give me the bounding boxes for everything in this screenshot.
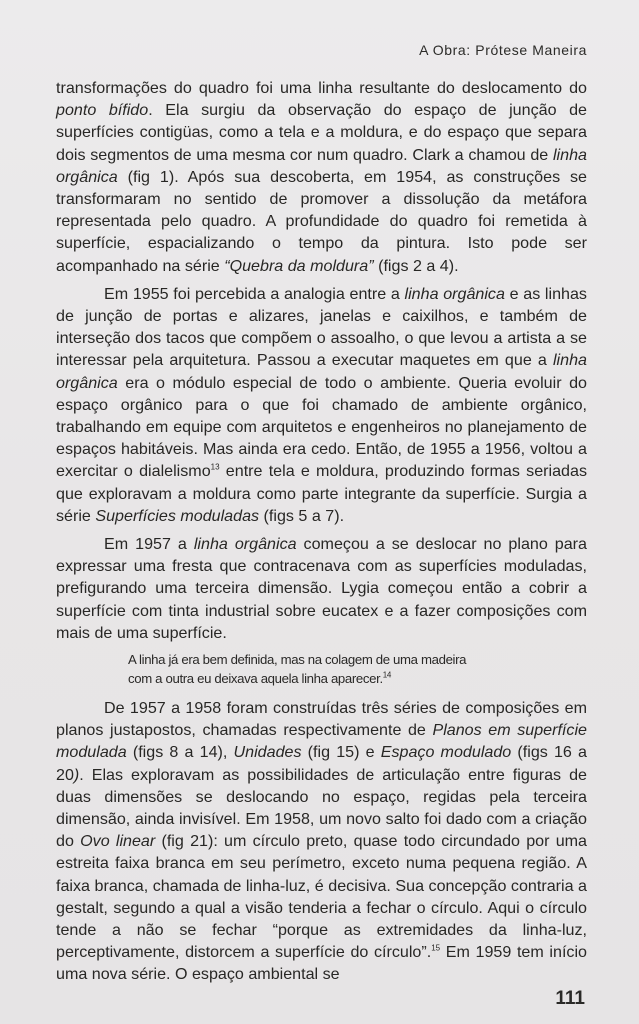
footnote-ref: 15 xyxy=(431,943,441,953)
paragraph-4 xyxy=(56,697,587,986)
text-segment: transformações do quadro foi uma linha resultante do deslocamento do xyxy=(56,79,587,97)
quote-line-2 xyxy=(128,669,508,688)
quote-text: com a outra eu deixava aquela linha aparecer. xyxy=(128,671,383,687)
italic-title: Planos em superfície modulada xyxy=(56,721,587,762)
text-segment: (figs 5 a 7). xyxy=(259,506,345,525)
italic-term: linha orgânica xyxy=(404,284,505,303)
text-segment: (fig 15) e xyxy=(301,743,381,762)
text-segment: . Elas exploravam as possibilidades de articulação entre figuras de duas dimensões se deslocando no espaço, regidas pela terceira dimensão, ainda invisível. Em 1958, um novo salto foi dado com a criação do xyxy=(56,765,587,851)
text-segment: Em 1955 foi percebida a analogia entre a xyxy=(104,284,405,303)
footnote-ref: 14 xyxy=(382,671,391,681)
paragraph-1 xyxy=(56,77,587,277)
italic-term: ponto bífido xyxy=(56,101,149,120)
italic-term: linha orgânica xyxy=(193,535,297,554)
text-segment: De 1957 a 1958 foram construídas três séries de composições em planos justapostos, chamadas respectivamente de xyxy=(56,698,587,740)
text-segment: . Ela surgiu da observação do espaço de junção de superfícies contigüas, como a tela e a moldura, e do espaço que separa dois segmentos de uma mesma cor num quadro. Clark a chamou de xyxy=(56,101,587,164)
text-segment: era o módulo especial de todo o ambiente. Queria evoluir do espaço orgânico para o que foi chamado de ambiente orgânico, trabalhando em equipe com arquitetos e engenheiros no planejamento de espaços habitáveis. Mas ainda era cedo. Então, de 1955 a 1956, voltou a exercitar o dialelismo xyxy=(56,373,587,481)
italic-title: Espaço modulado xyxy=(380,743,512,762)
running-header: A Obra: Prótese Maneira xyxy=(419,42,587,58)
text-segment: entre tela e moldura, produzindo formas seriadas que exploravam a moldura como parte integrante da superfície. Surgia a série xyxy=(56,462,587,525)
page-number: 111 xyxy=(555,988,585,1009)
italic-title: Superfícies moduladas xyxy=(95,506,260,525)
italic-title: Unidades xyxy=(233,743,302,762)
text-segment: (fig 1). Após sua descoberta, em 1954, as construções se transformaram no sentido de promover a dissolução da metáfora representada pelo quadro. A profundidade do quadro foi remetida à superfície, espacializando o tempo da pintura. Isto pode ser acompanhado na série xyxy=(56,167,587,275)
italic-term: linha orgânica xyxy=(56,351,587,392)
footnote-ref: 13 xyxy=(210,463,220,473)
text-segment: Em 1957 a xyxy=(104,535,194,554)
italic-term: linha orgânica xyxy=(56,145,587,186)
text-segment: (figs 16 a 20 xyxy=(56,743,587,784)
text-segment: (figs 8 a 14), xyxy=(126,743,234,762)
text-segment: e as linhas de junção de portas e alizares, janelas e caixilhos, e também de interseção dos tacos que compõem o assoalho, o que levou a artista a se interessar pela arquitetura. Passou a executar maquetes em que a xyxy=(56,284,587,370)
italic-title: Ovo linear xyxy=(80,832,156,851)
italic-paren: ) xyxy=(73,765,80,784)
paragraph-3 xyxy=(56,533,587,644)
italic-title: “Quebra da moldura” xyxy=(224,256,374,275)
quote-line-1: A linha já era bem definida, mas na colagem de uma madeira xyxy=(128,652,467,668)
text-segment: (fig 21): um círculo preto, quase todo circundado por uma estreita faixa branca em seu perímetro, exceto numa pequena região. A faixa branca, chamada de linha-luz, é decisiva. Sua concepção contraria a gestalt, segundo a qual a visão tenderia a fechar o círculo. Aqui o círculo tende a não se fechar “porque as extremidades da linha-luz, perceptivamente, distorcem a superfície do círculo”. xyxy=(56,832,588,962)
text-segment: começou a se deslocar no plano para expressar uma fresta que contracenava com as superfícies moduladas, prefigurando uma terceira dimensão. Lygia começou então a cobrir a superfície com tinta industrial sobre eucatex e a fazer composições com mais de uma superfície. xyxy=(56,535,587,642)
text-segment: Em 1959 tem início uma nova série. O espaço ambiental se xyxy=(56,943,587,984)
body-text xyxy=(56,77,587,986)
paragraph-2 xyxy=(56,283,587,527)
block-quote xyxy=(128,650,508,689)
text-segment: (figs 2 a 4). xyxy=(373,256,459,275)
